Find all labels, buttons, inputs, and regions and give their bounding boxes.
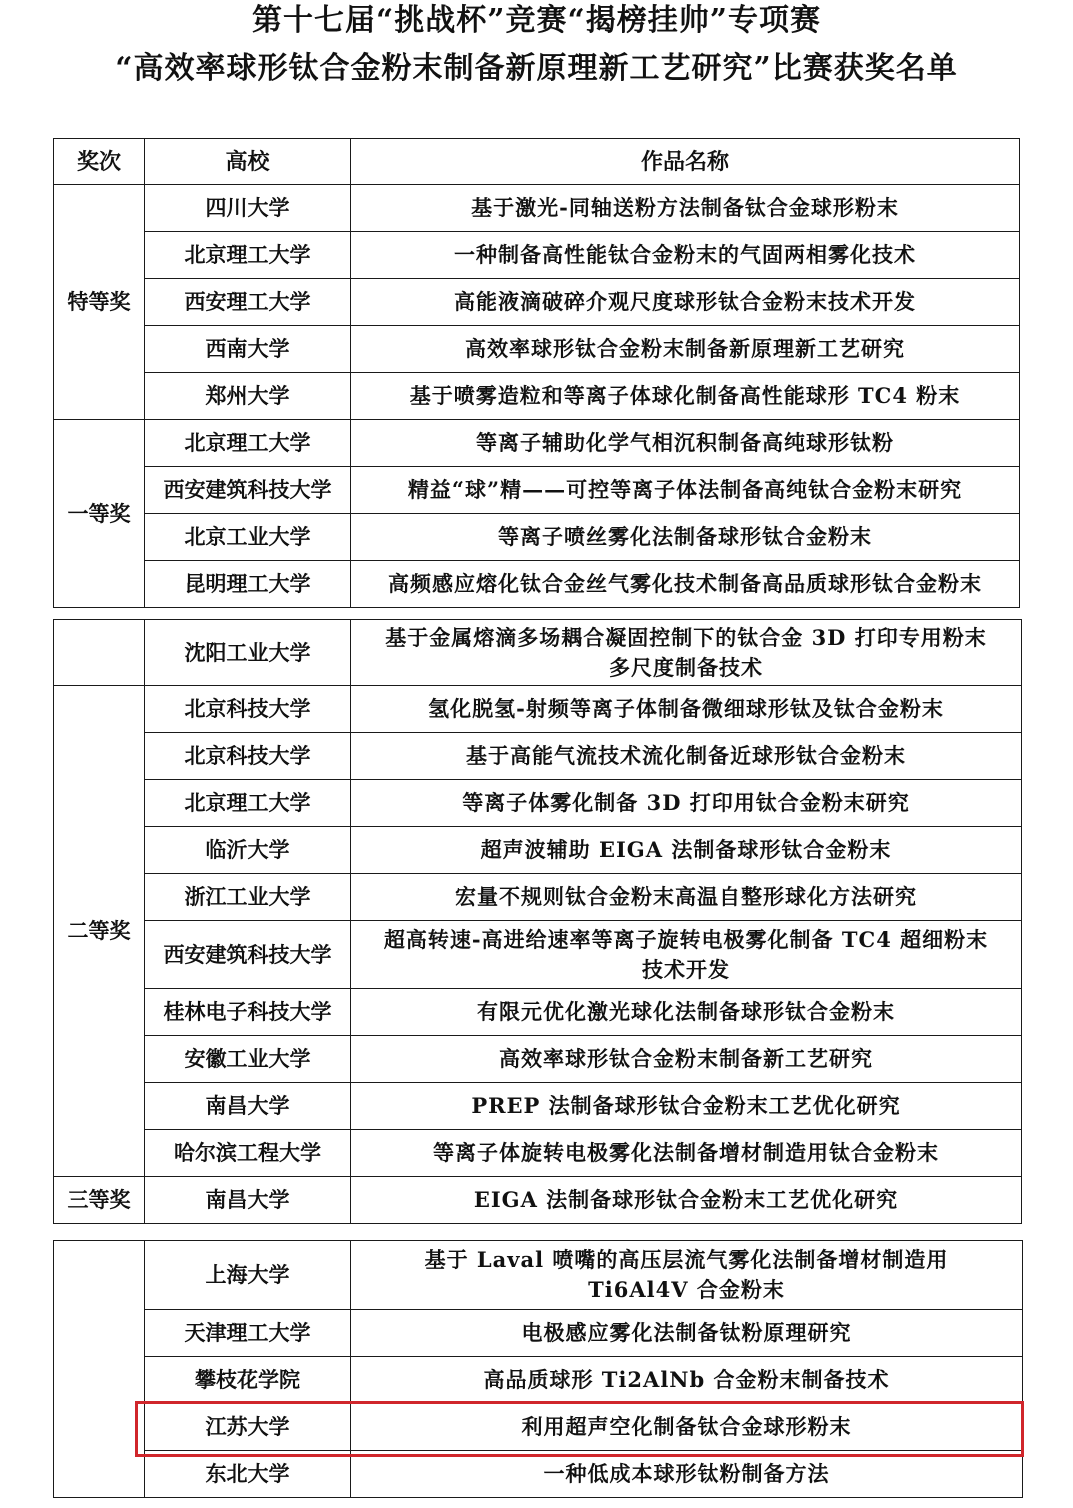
work-cell: 基于激光-同轴送粉方法制备钛合金球形粉末 — [351, 185, 1020, 232]
award-third: 三等奖 — [54, 1177, 145, 1224]
award-cell-empty — [54, 620, 145, 686]
work-cell: 等离子体雾化制备 3D 打印用钛合金粉末研究 — [351, 780, 1022, 827]
school-cell: 昆明理工大学 — [145, 561, 351, 608]
table-row — [54, 733, 1022, 780]
column-header-work: 作品名称 — [351, 139, 1020, 185]
column-header-award: 奖次 — [54, 139, 145, 185]
column-header-school: 高校 — [145, 139, 351, 185]
school-cell: 四川大学 — [145, 185, 351, 232]
table-row — [54, 1404, 1023, 1451]
work-cell — [351, 921, 1022, 989]
table-row — [54, 420, 1020, 467]
table-row — [54, 780, 1022, 827]
table-row — [54, 1241, 1023, 1310]
work-cell: 精益“球”精——可控等离子体法制备高纯钛合金粉末研究 — [351, 467, 1020, 514]
work-cell: 等离子辅助化学气相沉积制备高纯球形钛粉 — [351, 420, 1020, 467]
work-cell: 电极感应雾化法制备钛粉原理研究 — [351, 1310, 1023, 1357]
school-cell: 临沂大学 — [145, 827, 351, 874]
table-row — [54, 1083, 1022, 1130]
school-cell: 北京科技大学 — [145, 733, 351, 780]
school-cell: 哈尔滨工程大学 — [145, 1130, 351, 1177]
school-cell: 西安建筑科技大学 — [145, 467, 351, 514]
school-cell: 上海大学 — [145, 1241, 351, 1310]
awards-table-segment-3 — [53, 1240, 1023, 1498]
table-row — [54, 185, 1020, 232]
school-cell: 天津理工大学 — [145, 1310, 351, 1357]
school-cell: 江苏大学 — [145, 1404, 351, 1451]
work-cell: 高能液滴破碎介观尺度球形钛合金粉末技术开发 — [351, 279, 1020, 326]
table-row — [54, 467, 1020, 514]
work-cell: 高效率球形钛合金粉末制备新原理新工艺研究 — [351, 326, 1020, 373]
school-cell: 北京工业大学 — [145, 514, 351, 561]
work-cell: 宏量不规则钛合金粉末高温自整形球化方法研究 — [351, 874, 1022, 921]
document-title-line2: “高效率球形钛合金粉末制备新原理新工艺研究”比赛获奖名单 — [115, 51, 958, 86]
school-cell: 北京理工大学 — [145, 232, 351, 279]
work-cell: 基于喷雾造粒和等离子体球化制备高性能球形 TC4 粉末 — [351, 373, 1020, 420]
table-row — [54, 1130, 1022, 1177]
table-row — [54, 1451, 1023, 1498]
awards-table-segment-1 — [53, 138, 1020, 608]
table-row — [54, 514, 1020, 561]
table-row — [54, 686, 1022, 733]
work-cell: 利用超声空化制备钛合金球形粉末 — [351, 1404, 1023, 1451]
table-row — [54, 874, 1022, 921]
table-row — [54, 620, 1022, 686]
table-row — [54, 279, 1020, 326]
school-cell: 西南大学 — [145, 326, 351, 373]
award-first: 一等奖 — [54, 420, 145, 608]
table-header-row — [54, 139, 1020, 185]
work-line: 基于 Laval 喷嘴的高压层流气雾化法制备增材制造用 — [424, 1247, 949, 1272]
table-row — [54, 326, 1020, 373]
school-cell: 北京科技大学 — [145, 686, 351, 733]
school-cell: 沈阳工业大学 — [145, 620, 351, 686]
table-row — [54, 1310, 1023, 1357]
work-cell: 基于高能气流技术流化制备近球形钛合金粉末 — [351, 733, 1022, 780]
work-line: 多尺度制备技术 — [609, 654, 763, 680]
table-row — [54, 232, 1020, 279]
awards-table-segment-2 — [53, 619, 1022, 1224]
school-cell: 东北大学 — [145, 1451, 351, 1498]
award-cell-empty — [54, 1241, 145, 1498]
work-cell: 氢化脱氢-射频等离子体制备微细球形钛及钛合金粉末 — [351, 686, 1022, 733]
work-cell: 等离子喷丝雾化法制备球形钛合金粉末 — [351, 514, 1020, 561]
work-line: Ti6Al4V 合金粉末 — [588, 1277, 785, 1302]
work-cell: 等离子体旋转电极雾化法制备增材制造用钛合金粉末 — [351, 1130, 1022, 1177]
school-cell: 西安建筑科技大学 — [145, 921, 351, 989]
school-cell: 北京理工大学 — [145, 780, 351, 827]
school-cell: 南昌大学 — [145, 1177, 351, 1224]
table-row — [54, 1036, 1022, 1083]
document-title-line1: 第十七届“挑战杯”竞赛“揭榜挂帅”专项赛 — [251, 3, 822, 38]
work-cell: EIGA 法制备球形钛合金粉末工艺优化研究 — [351, 1177, 1022, 1224]
school-cell: 南昌大学 — [145, 1083, 351, 1130]
work-cell — [351, 620, 1022, 686]
work-cell: PREP 法制备球形钛合金粉末工艺优化研究 — [351, 1083, 1022, 1130]
school-cell: 安徽工业大学 — [145, 1036, 351, 1083]
award-special: 特等奖 — [54, 185, 145, 420]
work-cell: 高品质球形 Ti2AlNb 合金粉末制备技术 — [351, 1357, 1023, 1404]
school-cell: 桂林电子科技大学 — [145, 989, 351, 1036]
table-row — [54, 989, 1022, 1036]
work-line: 基于金属熔滴多场耦合凝固控制下的钛合金 3D 打印专用粉末 — [385, 624, 987, 650]
school-cell: 攀枝花学院 — [145, 1357, 351, 1404]
table-row — [54, 1177, 1022, 1224]
school-cell: 郑州大学 — [145, 373, 351, 420]
work-cell: 有限元优化激光球化法制备球形钛合金粉末 — [351, 989, 1022, 1036]
work-cell — [351, 1241, 1023, 1310]
award-second: 二等奖 — [54, 686, 145, 1177]
work-cell: 一种制备高性能钛合金粉末的气固两相雾化技术 — [351, 232, 1020, 279]
work-cell: 一种低成本球形钛粉制备方法 — [351, 1451, 1023, 1498]
school-cell: 浙江工业大学 — [145, 874, 351, 921]
work-cell: 超声波辅助 EIGA 法制备球形钛合金粉末 — [351, 827, 1022, 874]
work-cell: 高频感应熔化钛合金丝气雾化技术制备高品质球形钛合金粉末 — [351, 561, 1020, 608]
school-cell: 西安理工大学 — [145, 279, 351, 326]
work-line: 技术开发 — [642, 956, 730, 982]
table-row — [54, 561, 1020, 608]
table-row — [54, 827, 1022, 874]
school-cell: 北京理工大学 — [145, 420, 351, 467]
table-row — [54, 1357, 1023, 1404]
table-row — [54, 921, 1022, 989]
work-line: 超高转速-高进给速率等离子旋转电极雾化制备 TC4 超细粉末 — [383, 926, 989, 952]
table-row — [54, 373, 1020, 420]
work-cell: 高效率球形钛合金粉末制备新工艺研究 — [351, 1036, 1022, 1083]
